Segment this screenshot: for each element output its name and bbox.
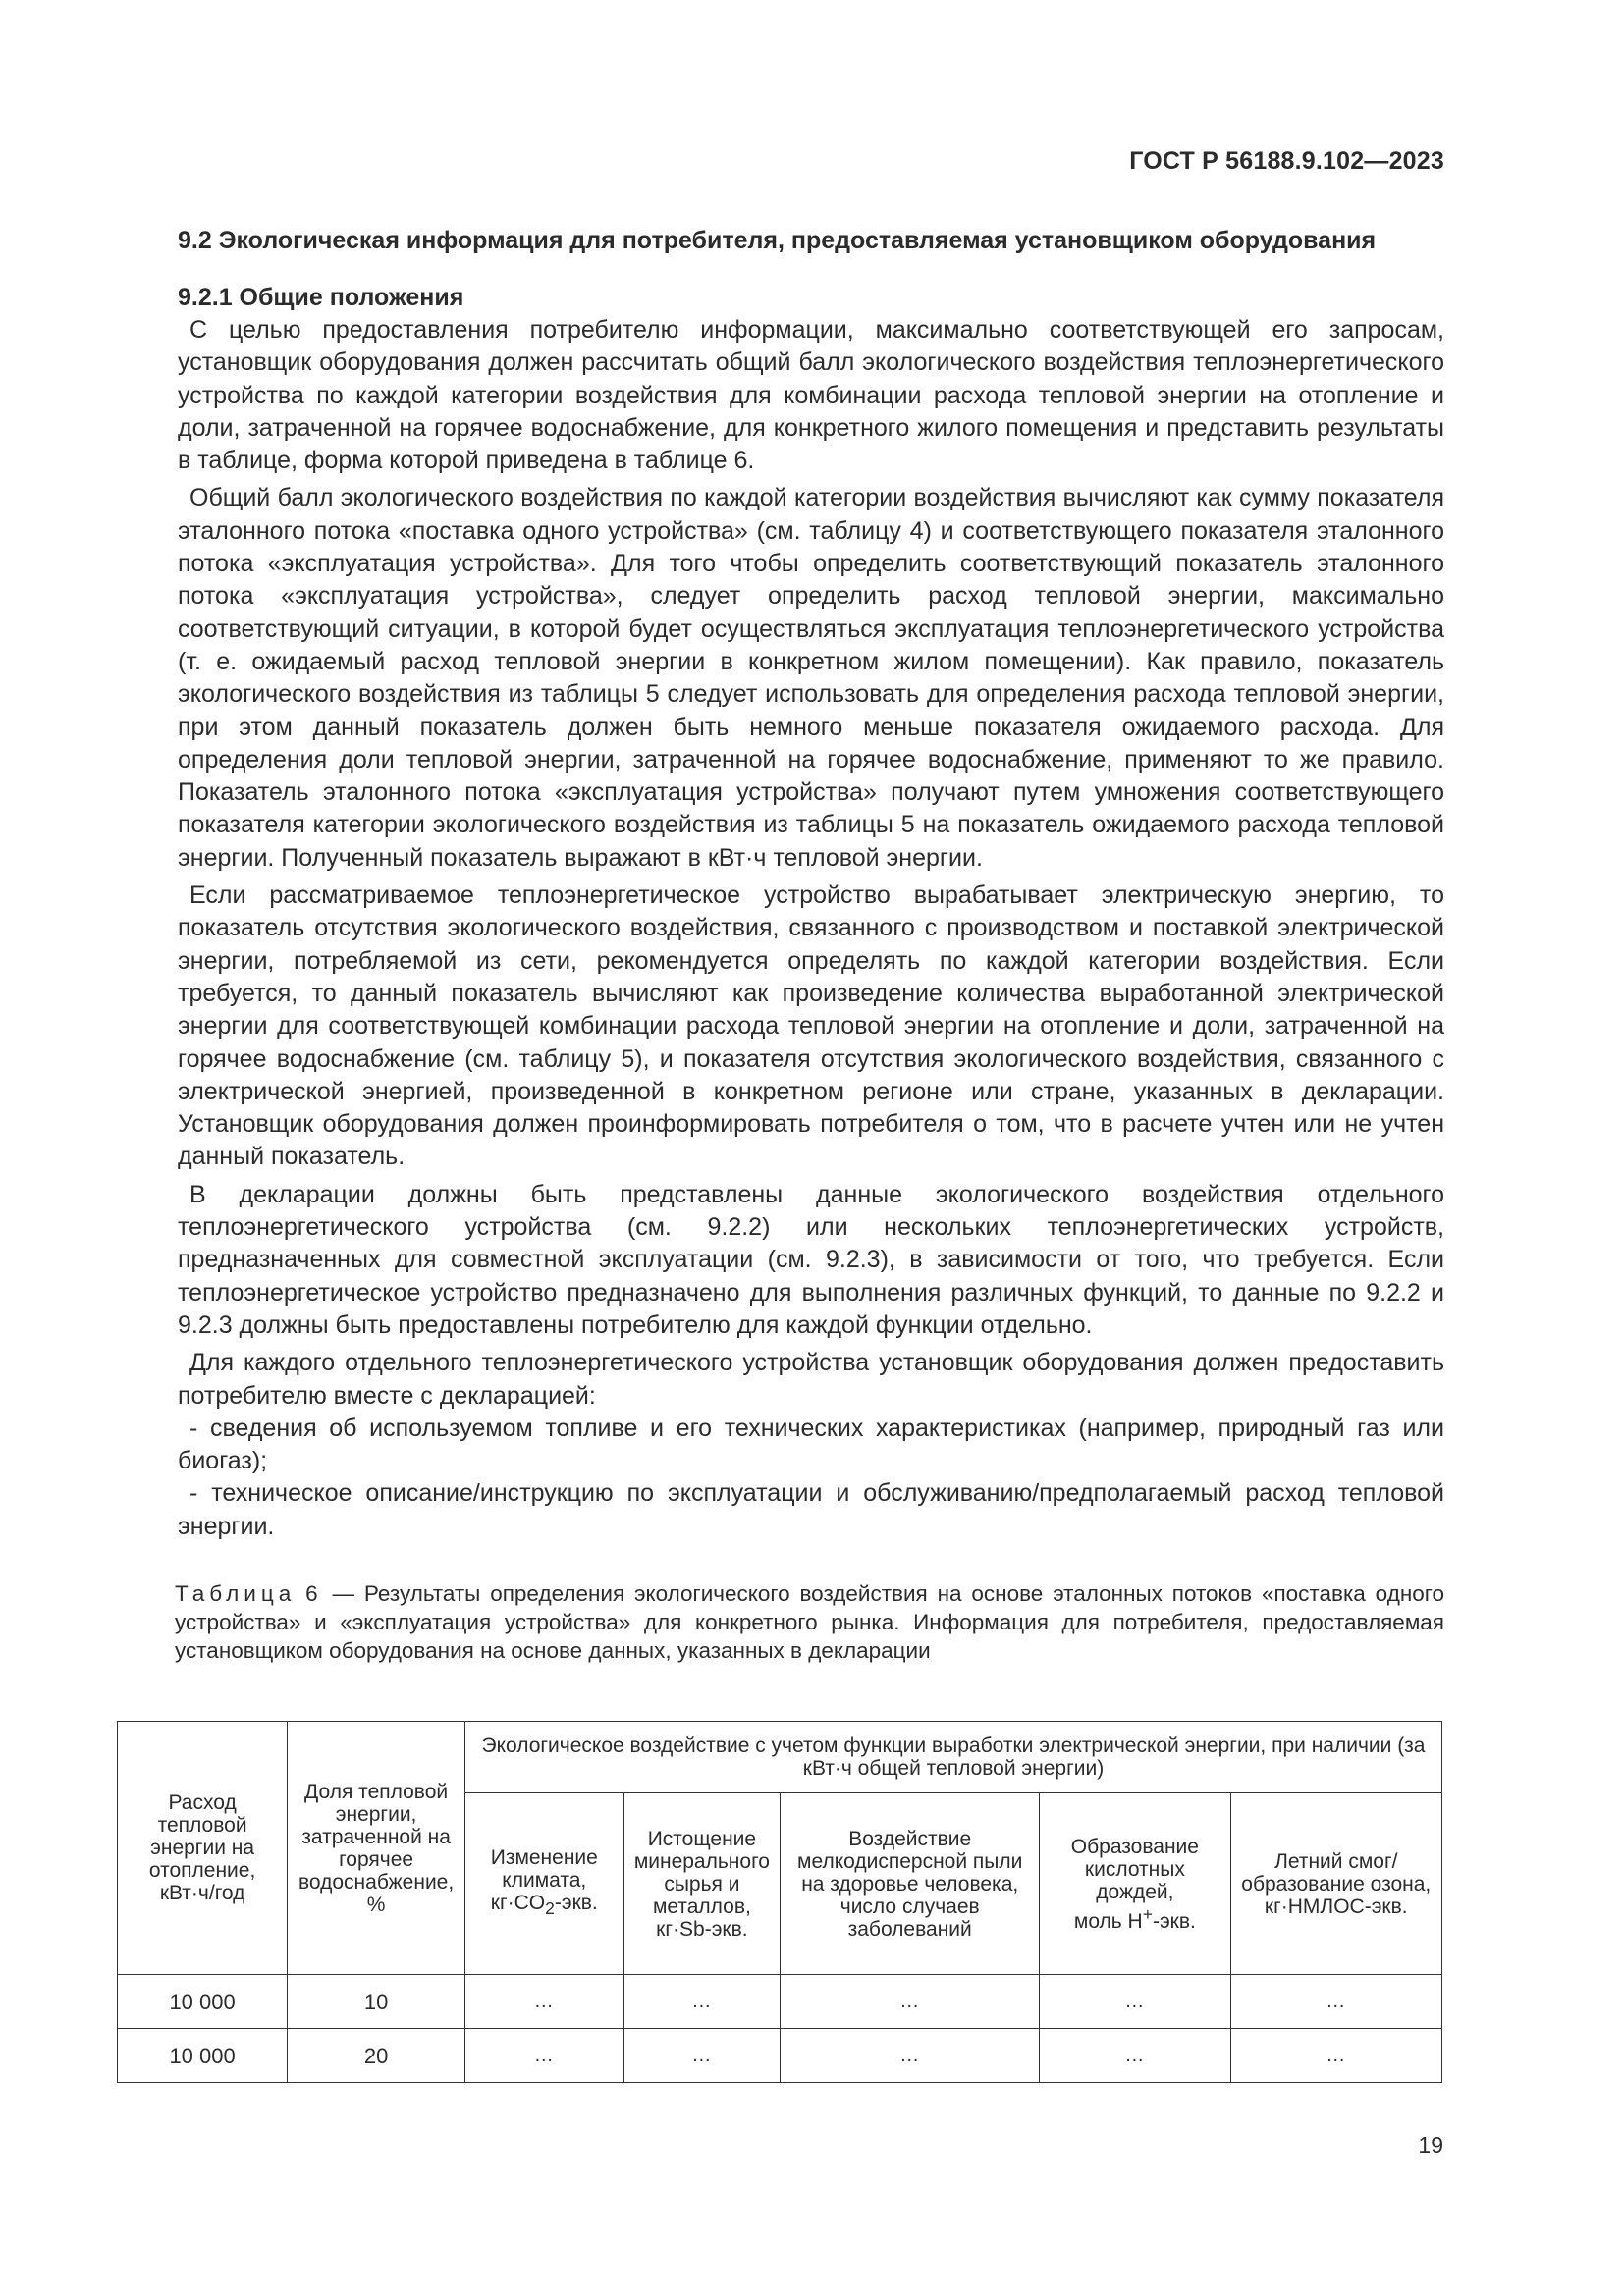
cell-dust: … <box>781 1975 1040 2029</box>
results-table <box>117 1721 1442 2083</box>
paragraph: Если рассматриваемое теплоэнергетическое устройство вырабатывает электрическую энергию, то показатель отсутствия экологического воздействия, связанного с производством и поставкой электрической энергии, потребляемой из сети, рекомендуется определять по каждой категории воздействия. Если требуется, то данный показатель вычисляют как произведение количества выработанной электрической энергии для соответствующей комбинации расхода тепловой энергии на отопление и доли, затраченной на горячее водоснабжение (см. таблицу 5), и показателя отсутствия экологического воздействия, связанного с электрической энергией, произведенной в конкретном регионе или стране, указанных в декларации. Установщик оборудования должен проинформировать потребителя о том, что в расчете учтен или не учтен данный показатель. <box>178 881 1444 1171</box>
cell-minerals: … <box>623 1975 781 2029</box>
paragraph: Общий балл экологического воздействия по каждой категории воздействия вычисляют как сумму показателя эталонного потока «поставка одного устройства» (см. таблицу 4) и соответствующего показателя эталонного потока «эксплуатация устройства». Для того чтобы определить соответствующий показатель эталонного потока «эксплуатация устройства», следует определить расход тепловой энергии, максимально соответствующий ситуации, в которой будет осуществляться эксплуатация теплоэнергетического устройства (т. е. ожидаемый расход тепловой энергии в конкретном жилом помещении). Как правило, показатель экологического воздействия из таблицы 5 следует использовать для определения расхода тепловой энергии, при этом данный показатель должен быть немного меньше показателя ожидаемого расхода. Для определения доли тепловой энергии, затраченной на горячее водоснабжение, применяют то же правило. Показатель эталонного потока «эксплуатация устройства» получают путем умножения соответствующего показателя категории экологического воздействия из таблицы 5 на показатель ожидаемого расхода тепловой энергии. Полученный показатель выражают в кВт·ч тепловой энергии. <box>178 484 1444 872</box>
table-caption <box>175 1579 1444 1665</box>
table-row <box>118 1975 1442 2029</box>
cell-acid: … <box>1040 2029 1230 2083</box>
subsection-heading: 9.2.1 Общие положения <box>178 284 464 311</box>
list-item: - техническое описание/инструкцию по эксплуатации и обслуживанию/предполагаемый расход тепловой энергии. <box>178 1479 1444 1540</box>
table-caption-text: — Результаты определения экологического воздействия на основе эталонных потоков «поставка одного устройства» и «эксплуатация устройства» для конкретного рынка. Информация для потребителя, предоставляемая установщиком оборудования на основе данных, указанных в декларации <box>175 1580 1444 1663</box>
paragraph: В декларации должны быть представлены данные экологического воздействия отдельного теплоэнергетического устройства (см. 9.2.2) или нескольких теплоэнергетических устройств, предназначенных для совместной эксплуатации (см. 9.2.3), в зависимости от того, что требуется. Если теплоэнергетическое устройство предназначено для выполнения различных функций, то данные по 9.2.2 и 9.2.3 должны быть предоставлены потребителю для каждой функции отдельно. <box>178 1180 1444 1339</box>
col-header-acid <box>1040 1793 1230 1975</box>
document-code: ГОСТ Р 56188.9.102—2023 <box>1129 147 1444 175</box>
col-header-dust: Воздействие мелкодисперсной пыли на здоровье человека, число случаев заболеваний <box>781 1793 1040 1975</box>
cell-smog: … <box>1230 1975 1441 2029</box>
page-number: 19 <box>1418 2132 1443 2158</box>
paragraph: Для каждого отдельного теплоэнергетического устройства установщик оборудования должен предоставить потребителю вместе с декларацией: <box>178 1349 1444 1410</box>
list-item: - сведения об используемом топливе и его технических характеристиках (например, природный газ или биогаз); <box>178 1414 1444 1475</box>
cell-smog: … <box>1230 2029 1441 2083</box>
col-header-minerals: Истощение минерального сырья и металлов, кг·Sb-экв. <box>623 1793 781 1975</box>
col-header-heating: Расход тепловой энергии на отопление, кВт·ч/год <box>118 1722 288 1975</box>
col-header-share: Доля тепловой энергии, затраченной на горячее водоснабжение, % <box>288 1722 465 1975</box>
table-row <box>118 2029 1442 2083</box>
section-heading: 9.2 Экологическая информация для потребителя, предоставляемая установщиком оборудования <box>178 227 1377 254</box>
col-header-climate <box>465 1793 624 1975</box>
col-header-smog: Летний смог/ образование озона, кг·НМЛОС-экв. <box>1230 1793 1441 1975</box>
cell-climate: … <box>465 1975 624 2029</box>
group-header-impact: Экологическое воздействие с учетом функции выработки электрической энергии, при наличии (за кВт·ч общей тепловой энергии) <box>465 1722 1442 1793</box>
cell-share: 20 <box>288 2029 465 2083</box>
acid-unit: моль H+-экв. <box>1073 1903 1196 1933</box>
acid-label: Образование кислотных дождей, <box>1070 1835 1199 1903</box>
page-body <box>175 224 1444 1665</box>
climate-unit: $кг\cdot CO_2$-экв. <box>490 1892 598 1919</box>
cell-share: 10 <box>288 1975 465 2029</box>
climate-label: Изменение климата, <box>490 1846 598 1893</box>
table-caption-label: Таблица <box>175 1580 297 1606</box>
paragraph: С целью предоставления потребителю информации, максимально соответствующей его запросам, установщик оборудования должен рассчитать общий балл экологического воздействия теплоэнергетического устройства по каждой категории воздействия для комбинации расхода тепловой энергии на отопление и доли, затраченной на горячее водоснабжение, для конкретного жилого помещения и представить результаты в таблице, форма которой приведена в таблице 6. <box>178 316 1444 475</box>
cell-dust: … <box>781 2029 1040 2083</box>
cell-minerals: … <box>623 2029 781 2083</box>
table-caption-number: 6 <box>305 1580 323 1606</box>
cell-heating: 10 000 <box>118 2029 288 2083</box>
cell-heating: 10 000 <box>118 1975 288 2029</box>
cell-climate: … <box>465 2029 624 2083</box>
cell-acid: … <box>1040 1975 1230 2029</box>
